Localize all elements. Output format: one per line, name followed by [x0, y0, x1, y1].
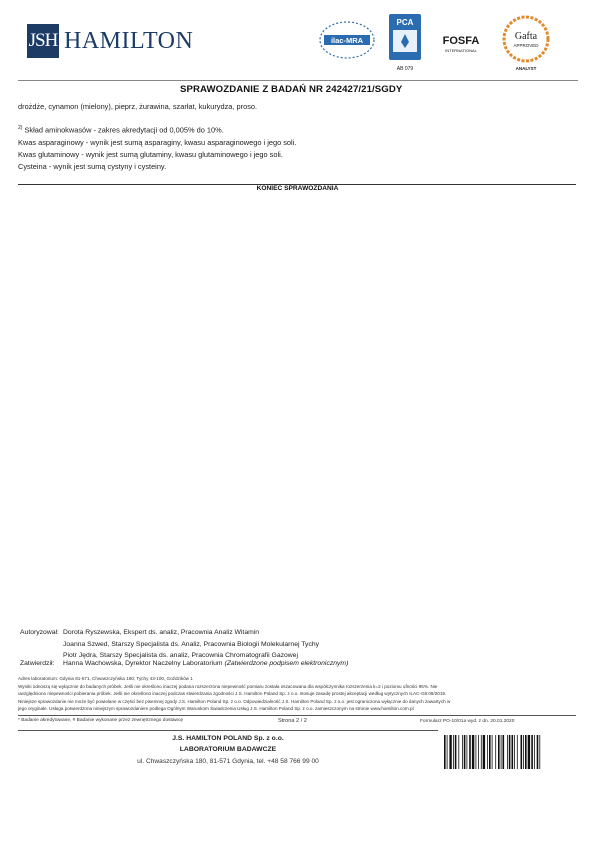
- barcode-bar: [478, 735, 479, 769]
- gafta-analyst: ANALYST: [515, 66, 537, 71]
- hamilton-logo-mark: JSH: [27, 24, 59, 58]
- barcode-bar: [462, 735, 463, 769]
- ingredients-line: drożdże, cynamon (mielony), pieprz, żurawina, szarłat, kukurydza, proso.: [18, 102, 258, 111]
- barcode-bar: [537, 735, 539, 769]
- barcode-bar: [531, 735, 533, 769]
- fosfa-text: FOSFA: [442, 35, 480, 47]
- pca-logo: [387, 14, 423, 74]
- fine-print-line: uwzględniono niepewności pobierania próbek. Jeśli nie określono inaczej podczas stwierdzania zgodności J.S. Hamilton Poland Sp. z o.o. stosuje zasadę prostej akceptacji według wytycznych ILAC-G8:09/2019.: [18, 691, 447, 696]
- authorizer-2: Joanna Szwed, Starszy Specjalista ds. Analiz, Pracownia Biologii Molekularnej Tychy: [63, 641, 320, 648]
- header-divider: [18, 80, 578, 81]
- barcode-bar: [483, 735, 485, 769]
- authorizer-1: Dorota Ryszewska, Ekspert ds. analiz, Pracownia Analiz Witamin: [63, 629, 260, 636]
- barcode-bar: [481, 735, 482, 769]
- authorizer-3: Piotr Jędra, Starszy Specjalista ds. analiz, Pracownia Chromatografii Gazowej: [63, 652, 298, 659]
- footer-legend: * Badanie akredytowane, # Badanie wykonane przez zewnętrznego dostawcę: [18, 718, 184, 723]
- barcode-bar: [514, 735, 515, 769]
- barcode-bar: [539, 735, 540, 769]
- report-title: SPRAWOZDANIE Z BADAŃ NR 242427/21/SGDY: [180, 84, 403, 95]
- fine-print-line: Niniejsze sprawozdanie nie może być powielane w części bez pisemnej zgody J.S. Hamilton Poland Sp. z o.o. Odpowiedzialność J.S. Hamilton Poland Sp. z o.o. jest ograniczona wyłącznie do danych zawartych w: [18, 699, 451, 704]
- barcode-bar: [467, 735, 468, 769]
- page-number: Strona 2 / 2: [278, 718, 307, 724]
- approved-label: Zatwierdził:: [20, 660, 55, 667]
- barcode-bar: [469, 735, 471, 769]
- authorized-label: Autoryzował:: [20, 629, 59, 636]
- fosfa-logo: [434, 30, 488, 56]
- barcode-bar: [528, 735, 530, 769]
- note-amino-acids-text: Skład aminokwasów - zakres akredytacji od 0,005% do 10%.: [22, 125, 224, 135]
- barcode-bar: [534, 735, 535, 769]
- fosfa-subtext: INTERNATIONAL: [445, 48, 477, 53]
- gafta-approved: APPROVED: [513, 43, 539, 48]
- barcode-bar: [512, 735, 514, 769]
- barcode-bar: [472, 735, 474, 769]
- barcode-bar: [447, 735, 448, 769]
- footnote-marker: 2): [18, 125, 23, 131]
- barcode-bar: [476, 735, 477, 769]
- company-address: ul. Chwaszczyńska 180, 81-571 Gdynia, tel. +48 58 766 99 00: [137, 758, 319, 765]
- note-aspartic-acid: Kwas asparaginowy - wynik jest sumą asparaginy, kwasu asparaginowego i jego soli.: [18, 138, 297, 147]
- note-cysteine: Cysteina - wynik jest sumą cystyny i cysteiny.: [18, 162, 167, 171]
- barcode-bar: [449, 735, 451, 769]
- barcode-bar: [492, 735, 493, 769]
- barcode-bar: [453, 735, 454, 769]
- barcode-bar: [501, 735, 502, 769]
- barcode-bar: [507, 735, 508, 769]
- barcode-bar: [521, 735, 523, 769]
- note-amino-acids: [18, 125, 224, 134]
- footer-divider-2: [18, 730, 438, 731]
- note-glutamic-acid: Kwas glutaminowy - wynik jest sumą glutaminy, kwasu glutaminowego i jego soli.: [18, 150, 283, 159]
- barcode-bar: [509, 735, 511, 769]
- barcode-bar: [525, 735, 527, 769]
- pca-number: AB 079: [396, 66, 414, 72]
- gafta-logo: [500, 14, 552, 74]
- barcode-bar: [495, 735, 496, 769]
- end-of-report-label: KONIEC SPRAWOZDANIA: [256, 185, 339, 192]
- barcode-bar: [503, 735, 505, 769]
- ilac-mra-logo: [318, 20, 376, 60]
- barcode-bar: [498, 735, 500, 769]
- barcode-bar: [464, 735, 466, 769]
- approver-note: (Zatwierdzone podpisem elektronicznym): [224, 660, 349, 667]
- barcode-bar: [523, 735, 524, 769]
- barcode-bar: [487, 735, 488, 769]
- pca-text: PCA: [396, 18, 414, 27]
- fine-print-line: Adres laboratorium: Gdynia 81-571, Chwaszczyńska 180; Tychy 43-100, Goździków 1: [18, 676, 193, 681]
- fine-print-line: Wyniki odnoszą się wyłącznie do badanych próbek. Jeśli nie określono inaczej podana rozszerzona niepewność pomiaru została oszacowana dla współczynnika rozszerzenia k=2 i poziomu ufności 95%. Nie: [18, 684, 438, 689]
- barcode-bar: [444, 735, 446, 769]
- barcode-bar: [489, 735, 491, 769]
- barcode-bar: [458, 735, 459, 769]
- hamilton-logo-wordmark: HAMILTON: [64, 28, 194, 54]
- gafta-text: Gafta: [514, 31, 538, 42]
- company-name: J.S. HAMILTON POLAND Sp. z o.o.: [172, 735, 284, 742]
- approver-name: Hanna Wachowska, Dyrektor Naczelny Laboratorium: [63, 660, 225, 667]
- barcode-bar: [455, 735, 457, 769]
- footer-divider: [18, 715, 576, 716]
- laboratory-name: LABORATORIUM BADAWCZE: [179, 746, 277, 753]
- approver: [63, 660, 348, 667]
- barcode-bar: [517, 735, 518, 769]
- form-number: Formularz PO-10/01a wyd. z dn. 20.01.2020: [420, 719, 515, 724]
- barcode: [443, 735, 577, 769]
- ilac-text: ilac-MRA: [330, 36, 364, 45]
- fine-print-line: jego oryginale. Usługa potwierdzona niniejszym sprawozdaniem podlega Ogólnym Warunkom Świadczenia Usług J.S. Hamilton Poland Sp. z o.o. zamieszczonym na stronie www.hamilton.com.pl: [18, 706, 414, 711]
